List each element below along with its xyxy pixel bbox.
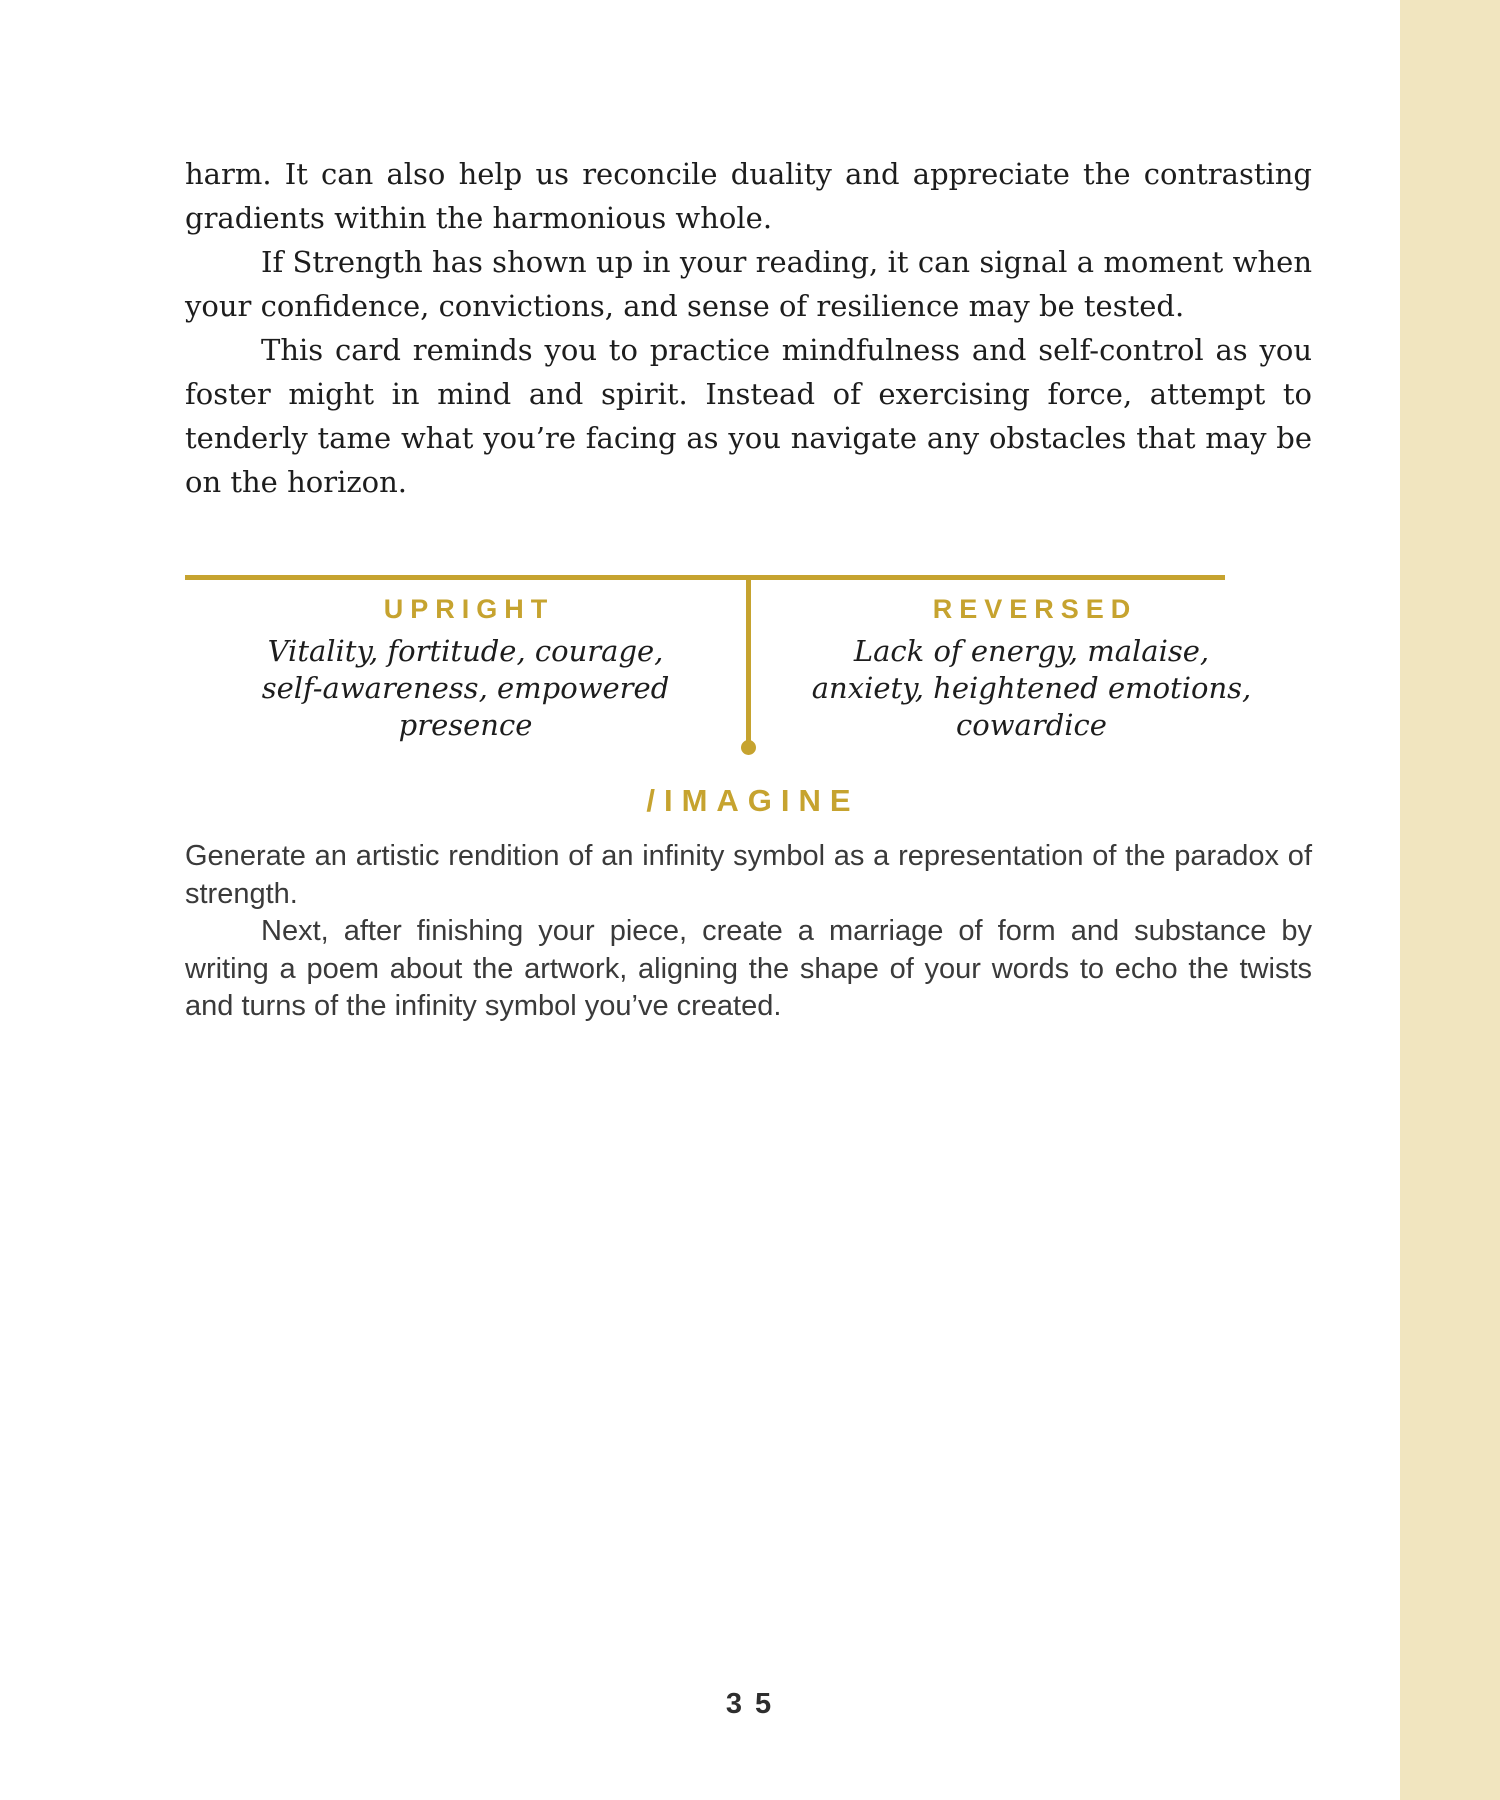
upright-keywords: Vitality, fortitude, courage, self-awareness, empowered presence: [261, 634, 670, 742]
body-paragraph: If Strength has shown up in your reading, it can signal a moment when your confidence, convictions, and sense of resilience may be tested.: [185, 245, 1312, 323]
imagine-text-block: [185, 838, 1312, 1026]
body-text-block: [185, 152, 1312, 504]
reversed-heading: REVERSED: [932, 594, 1138, 624]
page-edge-stripe: [1400, 0, 1500, 1800]
imagine-paragraph: Next, after finishing your piece, create a marriage of form and substance by writing a poem about the artwork, aligning the shape of your words to echo the twists and turns of the infinity symbol you’ve created.: [185, 915, 1312, 1022]
reversed-keywords: Lack of energy, malaise, anxiety, heightened emotions, cowardice: [811, 634, 1252, 742]
body-paragraph: harm. It can also help us reconcile duality and appreciate the contrasting gradients within the harmonious whole.: [185, 157, 1312, 235]
imagine-paragraph: Generate an artistic rendition of an infinity symbol as a representation of the paradox of strength.: [185, 840, 1312, 910]
imagine-heading: /IMAGINE: [646, 783, 860, 818]
upright-heading: UPRIGHT: [383, 594, 555, 624]
reversed-column: [751, 593, 1312, 744]
upright-column: [185, 593, 746, 744]
body-paragraph: This card reminds you to practice mindfulness and self-control as you foster might in mind and spirit. Instead of exercising force, attempt to tenderly tame what you’re facing as you navigate any obstacles that may be on the horizon.: [185, 333, 1312, 499]
divider-rule-horizontal: [185, 575, 1225, 580]
page-number: 35: [725, 1688, 785, 1720]
